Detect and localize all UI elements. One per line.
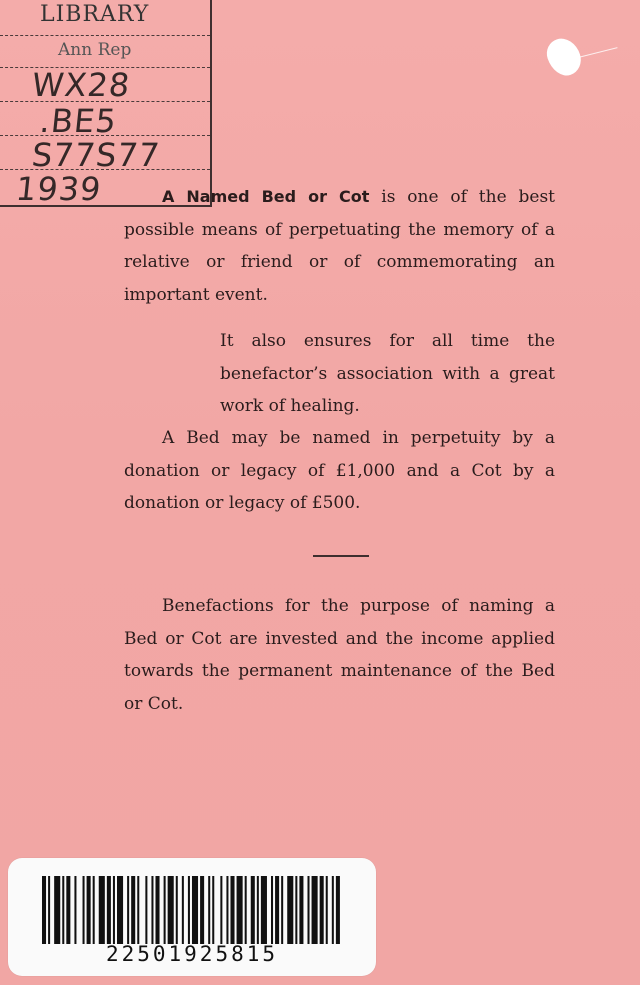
- barcode-bar: [113, 876, 115, 944]
- paragraph-body: is one of the best possible means of perpetuating the memory of a relative or friend or of commemorating an important event.: [124, 187, 555, 305]
- barcode-bar: [83, 876, 85, 944]
- barcode-bar: [251, 876, 255, 944]
- barcode-bar: [299, 876, 303, 944]
- barcode-bar: [192, 876, 198, 944]
- barcode-bar: [62, 876, 64, 944]
- barcode-bar: [87, 876, 91, 944]
- handwritten-year: 1939: [14, 170, 104, 208]
- barcode-bar: [164, 876, 166, 944]
- barcode-bar: [295, 876, 297, 944]
- barcode-bar: [188, 876, 190, 944]
- stamp-title: LIBRARY: [40, 2, 150, 27]
- barcode-bar: [332, 876, 334, 944]
- barcode-bar: [320, 876, 324, 944]
- barcode-bar: [237, 876, 243, 944]
- barcode-bar: [145, 876, 147, 944]
- paragraph-donation: [124, 422, 555, 520]
- stamp-subtitle: Ann Rep: [58, 40, 132, 60]
- barcode-bar: [200, 876, 204, 944]
- barcode-bar: [212, 876, 214, 944]
- barcode-bar: [220, 876, 222, 944]
- barcode-number: 22501925815: [105, 942, 279, 966]
- handwritten-classmark-line: .BE5: [38, 102, 119, 140]
- handwritten-classmark-line: WX28: [30, 66, 133, 104]
- barcode-bar: [93, 876, 95, 944]
- barcode-bar: [287, 876, 293, 944]
- barcode-label: [8, 858, 376, 976]
- barcode-bar: [54, 876, 60, 944]
- barcode-bar: [155, 876, 159, 944]
- paragraph-benefactions: [124, 590, 555, 720]
- barcode-bar: [275, 876, 279, 944]
- paragraph-body: A Bed may be named in perpetuity by a donation or legacy of £1,000 and a Cot by a donation or legacy of £500.: [124, 428, 555, 513]
- barcode-bar: [208, 876, 210, 944]
- barcode-bar: [271, 876, 273, 944]
- section-divider: [313, 555, 369, 557]
- barcode-bar: [245, 876, 247, 944]
- barcode-bar: [107, 876, 111, 944]
- barcode-bar: [257, 876, 259, 944]
- library-stamp: [0, 0, 212, 207]
- paragraph-association: [220, 325, 555, 423]
- barcode-bar: [182, 876, 184, 944]
- barcode-bar: [66, 876, 70, 944]
- barcode-bar: [326, 876, 328, 944]
- handwritten-classmark-line: S77S77: [30, 136, 163, 174]
- torn-paper-streak: [578, 47, 617, 58]
- barcode-bar: [307, 876, 309, 944]
- barcode-bar: [281, 876, 283, 944]
- paragraph-named-bed: [124, 181, 555, 311]
- barcode-bar: [336, 876, 340, 944]
- lead-phrase: A Named Bed or Cot: [162, 187, 370, 206]
- barcode-bar: [137, 876, 139, 944]
- barcode-bar: [151, 876, 153, 944]
- barcode-bar: [261, 876, 267, 944]
- barcode-icon: [42, 876, 346, 944]
- barcode-bar: [127, 876, 129, 944]
- barcode-bar: [226, 876, 228, 944]
- barcode-bar: [312, 876, 318, 944]
- barcode-bar: [168, 876, 174, 944]
- paragraph-body: Benefactions for the purpose of naming a Bed or Cot are invested and the income applied towards the permanent maintenance of the Bed or Cot.: [124, 596, 555, 714]
- barcode-bar: [99, 876, 105, 944]
- barcode-bar: [131, 876, 135, 944]
- barcode-bar: [48, 876, 50, 944]
- barcode-bar: [74, 876, 76, 944]
- barcode-bar: [117, 876, 123, 944]
- barcode-bar: [42, 876, 46, 944]
- paragraph-body: It also ensures for all time the benefactor’s association with a great work of healing.: [220, 331, 555, 416]
- barcode-bar: [230, 876, 234, 944]
- barcode-bar: [176, 876, 178, 944]
